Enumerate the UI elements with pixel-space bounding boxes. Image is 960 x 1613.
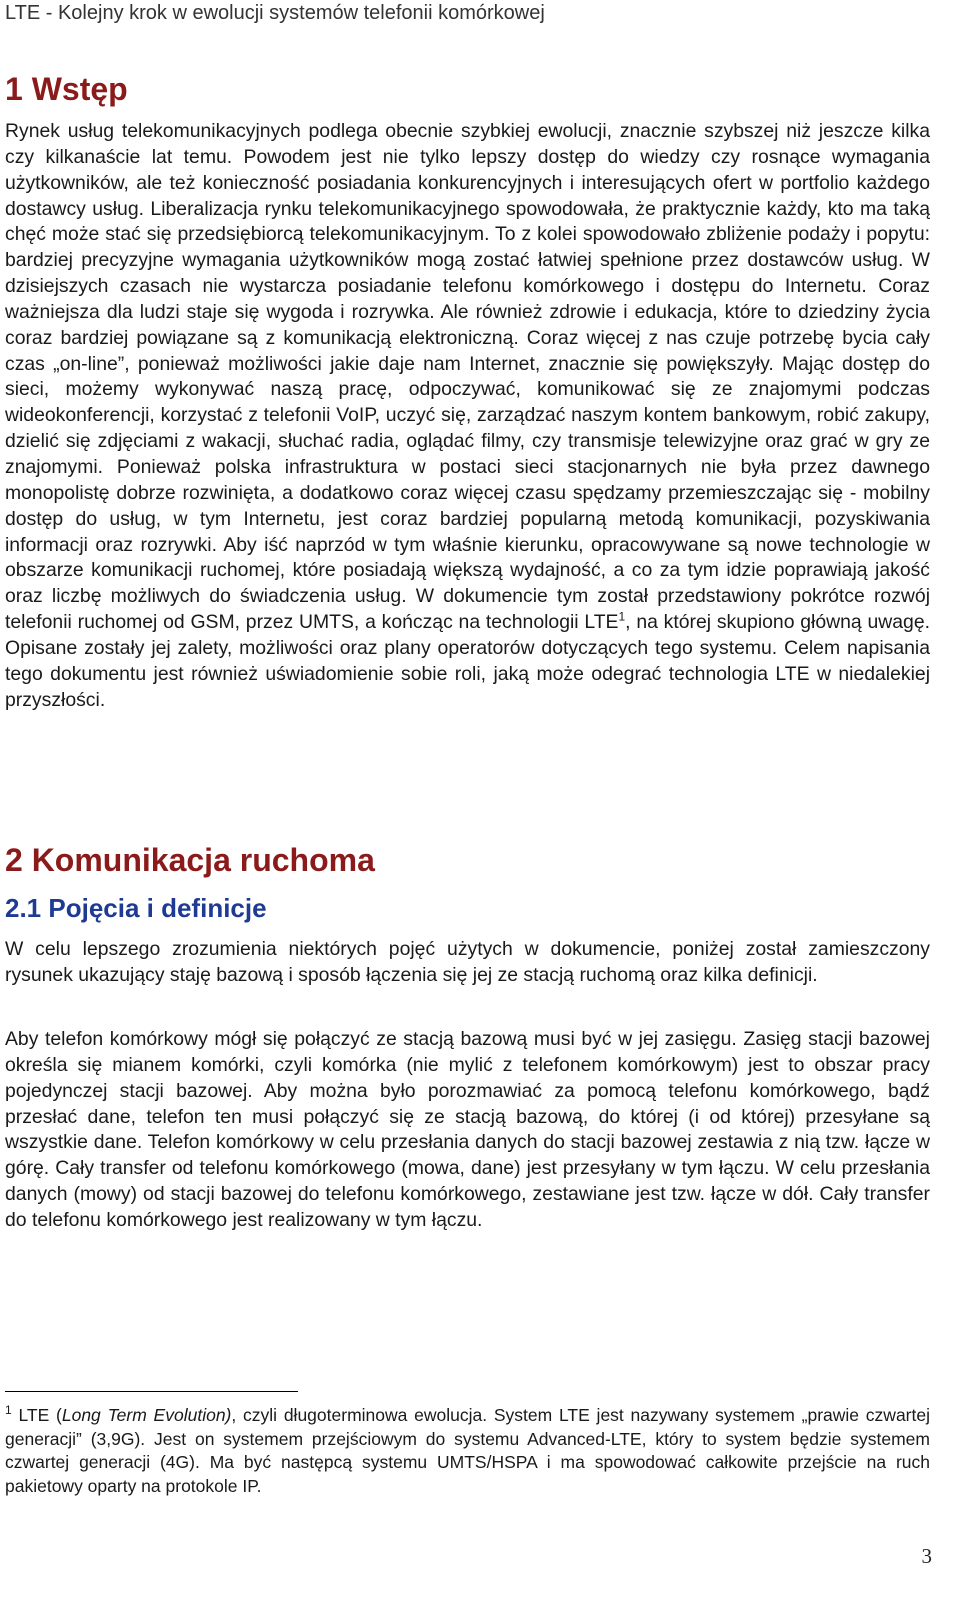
footnote-text-rest: , czyli długoterminowa ewolucja. System LTE jest nazywany systemem „prawie czwartej generacji” (3,9G). Jest on systemem przejściowym do systemu Advanced-LTE, który to system będzie systemem czwartej generacji (4G). Ma być następcą systemu UMTS/HSPA i ma spowodować całkowite przejście na ruch pakietowy oparty na protokole IP. [5,1405,930,1496]
running-header-title: LTE - Kolejny krok w ewolucji systemów telefonii komórkowej [5,2,545,24]
base-station-paragraph: Aby telefon komórkowy mógł się połączyć ze stacją bazową musi być w jej zasięgu. Zasięg stacji bazowej określa się mianem komórki, czyli komórka (nie mylić z telefonem komórkowym) jest to obszar pracy pojedynczej stacji bazowej. Aby można było porozmawiać za pomocą telefonu komórkowego, bądź przesłać dane, telefon ten musi połączyć się ze stacją bazową, do której (i od której) przesyłane są wszystkie dane. Telefon komórkowy w celu przesłania danych do stacji bazowej zestawia z nią tzw. łącze w górę. Cały transfer od telefonu komórkowego (mowa, dane) jest przesyłany w tym łączu. W celu przesłania danych (mowy) od stacji bazowej do telefonu komórkowego, zestawiane jest tzw. łącze w dół. Cały transfer do telefonu komórkowego jest realizowany w tym łączu. [5,1028,930,1231]
intro-paragraph-text-continued: , na której skupiono główną uwagę. Opisane zostały jej zalety, możliwości oraz plany operatorów dotyczących tego systemu. Celem napisania tego dokumentu jest również uświadomienie sobie roli, jaką może odegrać technologia LTE w niedalekiej przyszłości. [5,611,930,711]
section-heading-wstep: 1 Wstęp [5,71,128,107]
footnote [5,1404,930,1498]
page-number: 3 [921,1544,932,1568]
footnote-separator [5,1391,298,1392]
footnote-text-start: LTE ( [11,1405,62,1425]
footnote-number: 1 [5,1403,12,1418]
section-heading-komunikacja-ruchoma: 2 Komunikacja ruchoma [5,842,375,878]
definitions-intro-paragraph: W celu lepszego zrozumienia niektórych pojęć użytych w dokumencie, poniżej został zamieszczony rysunek ukazujący staję bazową i sposób łączenia się jej ze stacją ruchomą oraz kilka definicji. [5,938,930,986]
subsection-heading-pojecia: 2.1 Pojęcia i definicje [5,893,267,923]
intro-paragraph [5,119,930,713]
intro-paragraph-text: Rynek usług telekomunikacyjnych podlega obecnie szybkiej ewolucji, znacznie szybszej niż jeszcze kilka czy kilkanaście lat temu. Powodem jest nie tylko lepszy dostęp do wiedzy czy rosnące wymagania użytkowników, ale też konieczność posiadania konkurencyjnych i interesujących ofert w portfolio każdego dostawcy usług. Liberalizacja rynku telekomunikacyjnego spowodowała, że praktycznie każdy, kto ma taką chęć może stać się przedsiębiorcą telekomunikacyjnym. To z kolei spowodowało zbliżenie podaży i popytu: bardziej precyzyjne wymagania użytkowników mogą zostać łatwiej spełnione przez dostawców usług. W dzisiejszych czasach nie wystarcza posiadanie telefonu komórkowego i dostępu do Internetu. Coraz ważniejsza dla ludzi staje się wygoda i rozrywka. Ale również zdrowie i edukacja, które to dziedziny życia coraz bardziej powiązane są z komunikacją elektroniczną. Coraz więcej z nas czuje potrzebę bycia cały czas „on-line”, ponieważ możliwości jakie daje nam Internet, znacznie się powiększyły. Mając dostęp do sieci, możemy wykonywać naszą pracę, odpoczywać, komunikować się ze znajomymi podczas wideokonferencji, korzystać z telefonii VoIP, uczyć się, zarządzać naszym kontem bankowym, robić zakupy, dzielić się zdjęciami z wakacji, słuchać radia, oglądać filmy, czy transmisje telewizyjne oraz grać w gry ze znajomymi. Ponieważ polska infrastruktura w postaci sieci stacjonarnych nie była przez dawnego monopolistę dobrze rozwinięta, a dodatkowo coraz więcej czasu spędzamy przemieszczając się - mobilny dostęp do usług, w tym Internetu, jest coraz bardziej popularną metodą komunikacji, pozyskiwania informacji oraz rozrywki. Aby iść naprzód w tym właśnie kierunku, opracowywane są nowe technologie w obszarze komunikacji ruchomej, które posiadają większą wydajność, a co za tym idzie poprawiają jakość oraz liczbę możliwych do świadczenia usług. W dokumencie tym został przedstawiony pokrótce rozwój telefonii ruchomej od GSM, przez UMTS, a kończąc na technologii LTE [5,120,930,634]
footnote-reference[interactable]: 1 [618,609,626,624]
footnote-italic-term: Long Term Evolution) [61,1405,232,1425]
